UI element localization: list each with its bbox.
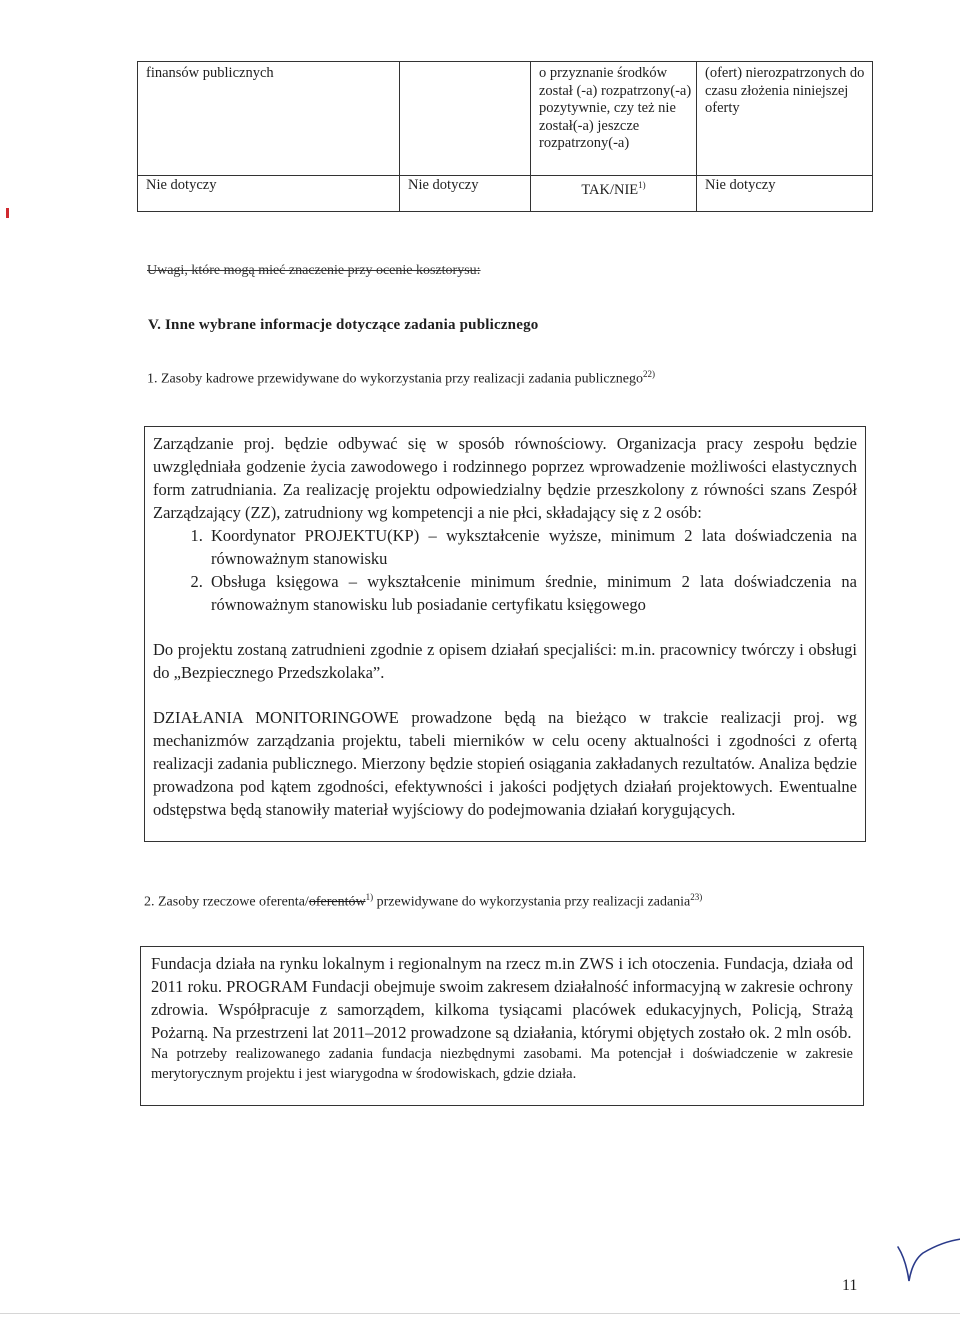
bottom-rule [0,1313,960,1314]
table-cell: (ofert) nierozpatrzonych do czasu złożenia niniejszej oferty [697,62,873,176]
table-cell: Nie dotyczy [697,176,873,212]
staff-resources-box [144,426,866,842]
item-2-prefix: 2. Zasoby rzeczowe oferenta/ [144,894,309,910]
table-row [138,62,873,176]
edge-mark [6,208,9,218]
table-cell: Nie dotyczy [400,176,531,212]
material-resources-box [140,946,864,1106]
item-1-text: 1. Zasoby kadrowe przewidywane do wykorzystania przy realizacji zadania publicznego [147,371,644,387]
section-heading: V. Inne wybrane informacje dotyczące zadania publicznego [148,317,539,333]
resources-paragraph: Na potrzeby realizowanego zadania fundacja niezbędnymi zasobami. Ma potencjał i doświadczenie w zakresie merytorycznym projektu i jest wiarygodna w środowiskach, gdzie działa. [151,1046,853,1082]
offers-table [137,61,873,212]
footnote-ref: 1) [365,892,374,902]
footnote-ref: 23) [690,892,703,902]
item-2-strike: oferentów [308,894,366,910]
signature-mark [895,1235,960,1285]
staff-paragraph: Zarządzanie proj. będzie odbywać się w sposób równościowy. Organizacja pracy zespołu będzie uwzględniała godzenie życia zawodowego i rodzinnego poprzez wprowadzenie możliwości elastycznych form zatrudniania. Za realizację projektu odpowiedzialny będzie przeszkolony z równości szans Zespół Zarządzający (ZZ), zatrudniony wg kompetencji a nie płci, składający się z 2 osób: [153,434,857,522]
item-1-heading [147,369,655,388]
footnote-ref: 1) [638,180,646,190]
table-cell: finansów publicznych [138,62,400,176]
table-cell [400,62,531,176]
table-cell: o przyznanie środków został (-a) rozpatrzony(-a) pozytywnie, czy też nie został(-a) jeszcze rozpatrzony(-a) [531,62,697,176]
staff-list [153,524,857,616]
tak-nie-text: TAK/NIE [581,181,639,198]
footnote-ref: 22) [643,369,656,379]
foundation-paragraph: Fundacja działa na rynku lokalnym i regionalnym na rzecz m.in ZWS i ich otoczenia. Fundacja, działa od 2011 roku. PROGRAM Fundacji obejmuje swoim zakresem działalność informacyjną w zakresie ochrony zdrowia. Współpracuje z samorządem, kilkoma tysiącami placówek edukacyjnych, Policją, Strażą Pożarną. Na przestrzeni lat 2011–2012 prowadzone są działania, którymi objętych zostało ok. 2 mln osób. [151,954,853,1042]
table-row [138,176,873,212]
monitoring-paragraph: DZIAŁANIA MONITORINGOWE prowadzone będą na bieżąco w trakcie realizacji proj. wg mechanizmów zarządzania projektu, tabeli mierników w celu oceny aktualności i zgodności z ofertą realizacji zadania publicznego. Mierzony będzie stopień osiągania zakładanych rezultatów. Analiza będzie prowadzona pod kątem zgodności, efektywności i jakości podjętych działań projektowych. Ewentualne odstępstwa będą stanowiły materiał wyjściowy do podejmowania działań korygujących. [153,708,857,819]
specialists-paragraph: Do projektu zostaną zatrudnieni zgodnie z opisem działań specjaliści: m.in. pracownicy twórczy i obsługi do „Bezpiecznego Przedszkolaka”. [153,640,857,682]
table-cell [531,176,697,212]
remarks-heading: Uwagi, które mogą mieć znaczenie przy ocenie kosztorysu: [147,263,481,278]
list-item: 1. Koordynator PROJEKTU(KP) – wykształcenie wyższe, minimum 2 lata doświadczenia na równoważnym stanowisku [207,524,857,570]
item-2-suffix: przewidywane do wykorzystania przy realizacji zadania [373,894,691,910]
page-number: 11 [842,1277,858,1294]
list-item: 2. Obsługa księgowa – wykształcenie minimum średnie, minimum 2 lata doświadczenia na równoważnym stanowisku lub posiadanie certyfikatu księgowego [207,570,857,616]
table-cell: Nie dotyczy [138,176,400,212]
item-2-heading [144,892,702,911]
